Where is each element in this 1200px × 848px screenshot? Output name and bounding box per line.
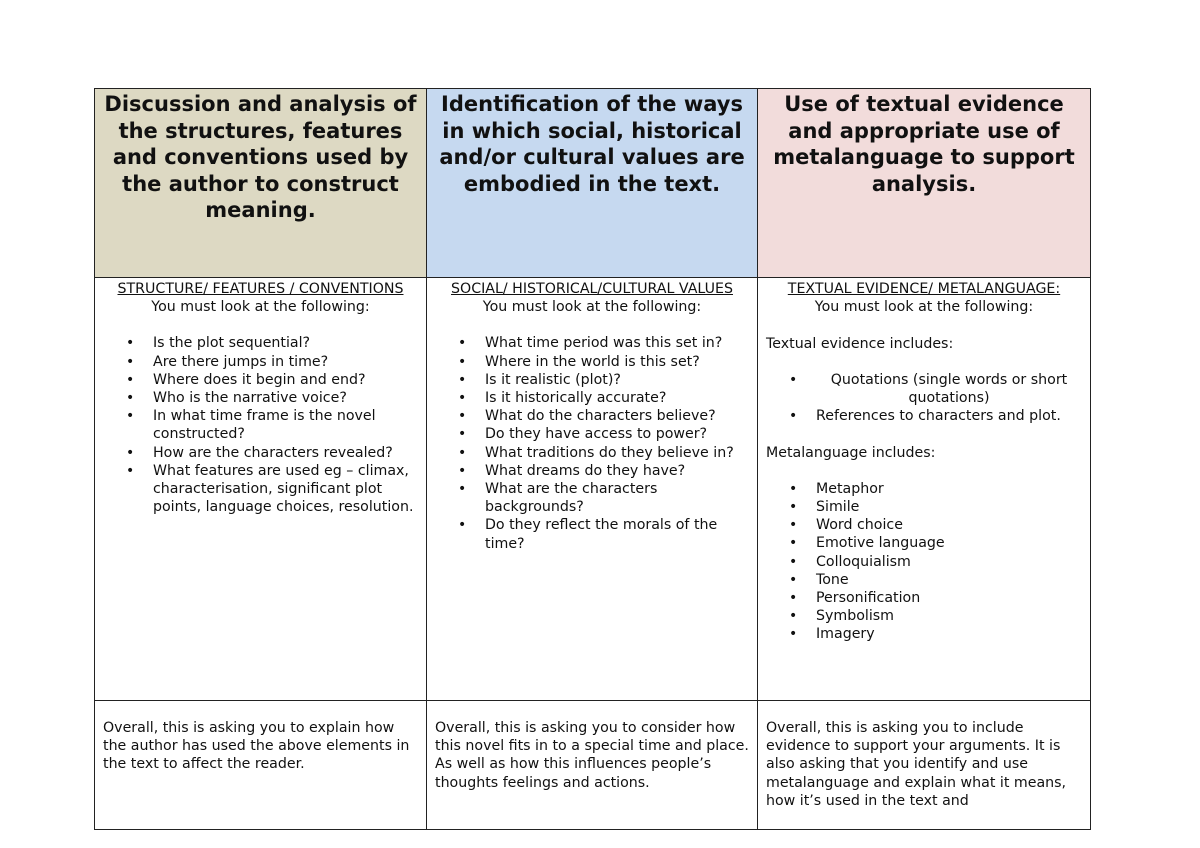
list-item: • Is it realistic (plot)? [485,371,749,389]
values-intro: You must look at the following: [482,299,702,316]
summary-row [95,701,1091,830]
textual-evidence-list [766,371,1082,426]
structures-summary: Overall, this is asking you to explain how the author has used the above elements in the text to affect the reader. [95,701,427,830]
details-row [95,278,1091,701]
values-details [427,278,758,701]
textual-evidence-label: Textual evidence includes: [766,335,954,352]
list-item: • Imagery [816,625,1082,643]
evidence-details [758,278,1091,701]
list-item: • Colloquialism [816,553,1082,571]
list-item: • Word choice [816,516,1082,534]
metalanguage-list [766,480,1082,644]
evidence-title: TEXTUAL EVIDENCE/ METALANGUAGE: [787,281,1061,297]
list-item: • Simile [816,498,1082,516]
list-item: • What traditions do they believe in? [485,444,749,462]
metalanguage-label: Metalanguage includes: [766,444,936,461]
list-item: • What do the characters believe? [485,407,749,425]
evidence-summary: Overall, this is asking you to include evidence to support your arguments. It is also asking that you identify and use metalanguage and explain what it means, how it’s used in the text and [758,701,1091,830]
list-item: • What features are used eg – climax, characterisation, significant plot points, language choices, resolution. [153,462,418,517]
values-title: SOCIAL/ HISTORICAL/CULTURAL VALUES [451,281,733,297]
list-item: • Symbolism [816,607,1082,625]
structures-title: STRUCTURE/ FEATURES / CONVENTIONS [117,281,404,297]
list-item: • Where does it begin and end? [153,371,418,389]
list-item: • Where in the world is this set? [485,353,749,371]
list-item: • What are the characters backgrounds? [485,480,749,516]
structures-list [103,334,418,516]
list-item: • Are there jumps in time? [153,353,418,371]
header-structures: Discussion and analysis of the structures, features and conventions used by the author to construct meaning. [95,89,427,278]
structures-intro: You must look at the following: [151,299,370,316]
list-item: • Do they have access to power? [485,425,749,443]
list-item: • Is it historically accurate? [485,389,749,407]
list-item: • Do they reflect the morals of the time? [485,516,749,552]
header-row [95,89,1091,278]
values-summary: Overall, this is asking you to consider how this novel fits in to a special time and place. As well as how this influences people’s thoughts feelings and actions. [427,701,758,830]
list-item: • How are the characters revealed? [153,444,418,462]
list-item: • Metaphor [816,480,1082,498]
list-item: • Personification [816,589,1082,607]
header-values: Identification of the ways in which social, historical and/or cultural values are embodied in the text. [427,89,758,278]
evidence-intro: You must look at the following: [814,299,1034,316]
header-evidence: Use of textual evidence and appropriate use of metalanguage to support analysis. [758,89,1091,278]
list-item: • What time period was this set in? [485,334,749,352]
list-item: • References to characters and plot. [816,407,1082,425]
list-item: • What dreams do they have? [485,462,749,480]
list-item: • Is the plot sequential? [153,334,418,352]
criteria-table [94,88,1091,830]
list-item: • Emotive language [816,534,1082,552]
values-list [435,334,749,552]
list-item: • Quotations (single words or short quotations) [816,371,1082,407]
list-item: • Tone [816,571,1082,589]
list-item: • In what time frame is the novel constructed? [153,407,418,443]
list-item: • Who is the narrative voice? [153,389,418,407]
structures-details [95,278,427,701]
